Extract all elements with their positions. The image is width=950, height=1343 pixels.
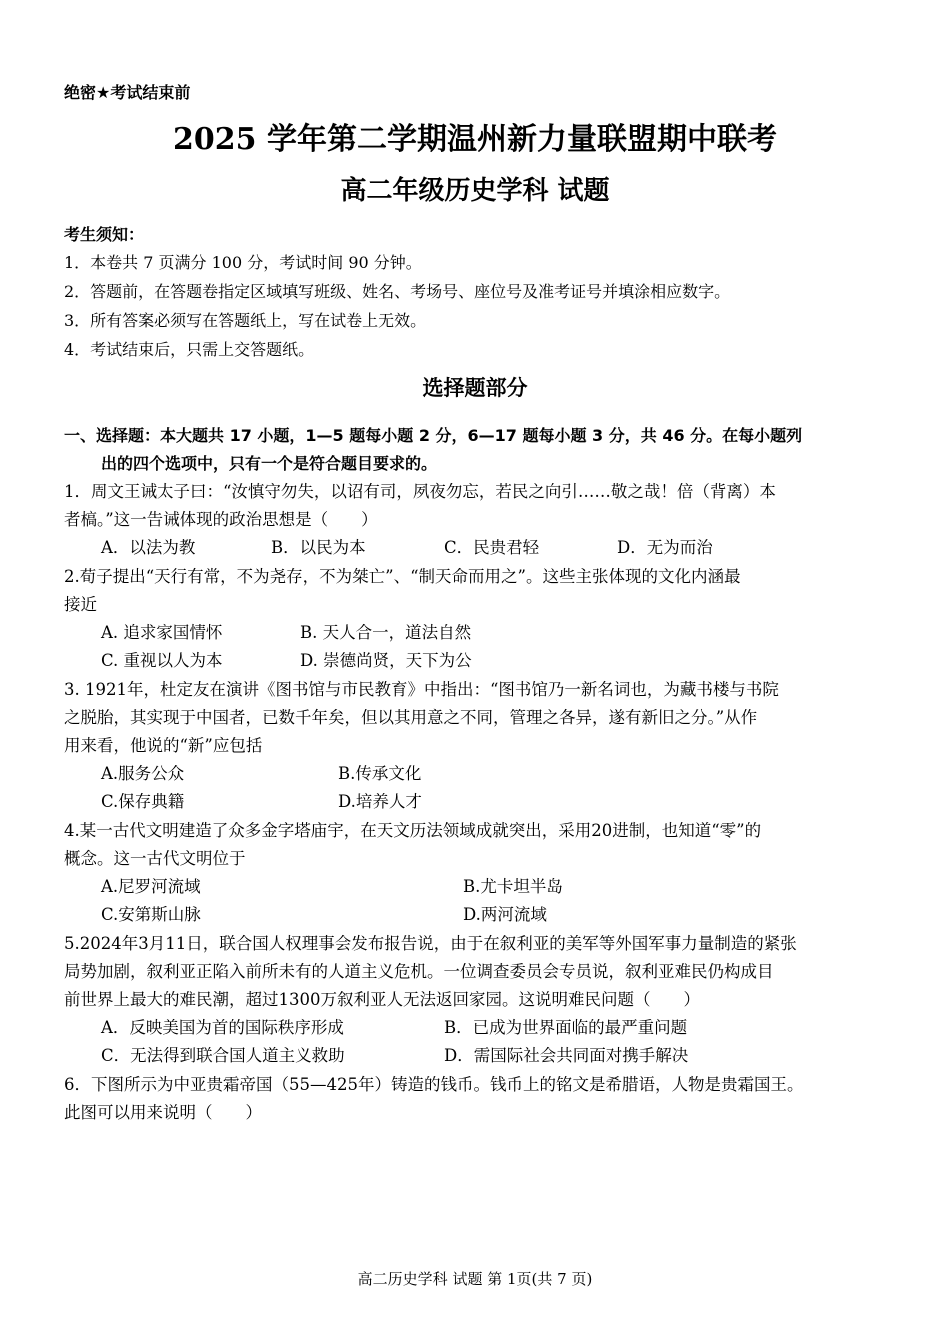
question-2-line: 接近 — [64, 595, 97, 614]
question-5-line: 前世界上最大的难民潮，超过1300万叙利亚人无法返回家园。这说明难民问题（ ） — [64, 990, 700, 1009]
question-2-line: 2.荀子提出“天行有常，不为尧存，不为桀亡”、“制天命而用之”。这些主张体现的文化内涵最 — [64, 567, 741, 586]
part-intro-line: 一、选择题：本大题共 17 小题，1—5 题每小题 2 分，6—17 题每小题 3 分，共 46 分。在每小题列 — [64, 426, 803, 445]
question-3-option-c: C.保存典籍 — [101, 792, 185, 811]
notice-item: 4．考试结束后，只需上交答题纸。 — [64, 340, 315, 359]
question-3-option-a: A.服务公众 — [101, 764, 185, 783]
question-4-line: 概念。这一古代文明位于 — [64, 849, 246, 868]
question-1-line: 1．周文王诫太子曰：“汝慎守勿失，以诏有司，夙夜勿忘，若民之向引……敬之哉！倍（背离）本 — [64, 482, 776, 501]
exam-title: 2025 学年第二学期温州新力量联盟期中联考 — [173, 122, 777, 157]
question-3-option-b: B.传承文化 — [338, 764, 422, 783]
question-3-option-d: D.培养人才 — [338, 792, 422, 811]
section-title: 选择题部分 — [422, 375, 528, 400]
question-5-option-c: C．无法得到联合国人道主义救助 — [101, 1046, 345, 1065]
question-4-option-b: B.尤卡坦半岛 — [463, 877, 563, 896]
question-1-line: 者槁。”这一告诫体现的政治思想是（ ） — [64, 510, 378, 529]
question-2-option-b: B. 天人合一，道法自然 — [300, 623, 472, 642]
question-4-option-a: A.尼罗河流域 — [101, 877, 201, 896]
question-6-line: 6．下图所示为中亚贵霜帝国（55—425年）铸造的钱币。钱币上的铭文是希腊语，人物是贵霜国王。 — [64, 1075, 804, 1094]
page-footer: 高二历史学科 试题 第 1页(共 7 页) — [357, 1270, 593, 1288]
notice-heading: 考生须知： — [64, 225, 145, 244]
question-1-option-d: D．无为而治 — [617, 538, 713, 557]
question-4-line: 4.某一古代文明建造了众多金字塔庙宇，在天文历法领域成就突出，采用20进制，也知道“零”的 — [64, 821, 762, 840]
question-1-option-b: B．以民为本 — [271, 538, 366, 557]
question-4-option-d: D.两河流域 — [463, 905, 547, 924]
part-intro-line: 出的四个选项中，只有一个是符合题目要求的。 — [101, 454, 438, 473]
question-5-option-d: D．需国际社会共同面对携手解决 — [444, 1046, 689, 1065]
question-1-option-c: C．民贵君轻 — [444, 538, 540, 557]
question-6-line: 此图可以用来说明（ ） — [64, 1103, 262, 1122]
notice-item: 2．答题前，在答题卷指定区域填写班级、姓名、考场号、座位号及准考证号并填涂相应数字。 — [64, 282, 731, 301]
question-2-option-a: A. 追求家国情怀 — [101, 623, 223, 642]
question-5-line: 5.2024年3月11日，联合国人权理事会发布报告说，由于在叙利亚的美军等外国军事力量制造的紧张 — [64, 934, 797, 953]
exam-subtitle: 高二年级历史学科 试题 — [340, 176, 610, 206]
question-1-option-a: A．以法为教 — [101, 538, 196, 557]
question-5-option-b: B．已成为世界面临的最严重问题 — [444, 1018, 688, 1037]
notice-item: 3．所有答案必须写在答题纸上，写在试卷上无效。 — [64, 311, 427, 330]
question-2-option-c: C. 重视以人为本 — [101, 651, 223, 670]
question-5-option-a: A．反映美国为首的国际秩序形成 — [101, 1018, 344, 1037]
question-5-line: 局势加剧，叙利亚正陷入前所未有的人道主义危机。一位调查委员会专员说，叙利亚难民仍构成目 — [64, 962, 774, 981]
question-3-line: 3. 1921年，杜定友在演讲《图书馆与市民教育》中指出：“图书馆乃一新名词也，为藏书楼与书院 — [64, 680, 779, 699]
question-3-line: 用来看，他说的“新”应包括 — [64, 736, 263, 755]
question-2-option-d: D. 崇德尚贤，天下为公 — [300, 651, 472, 670]
question-4-option-c: C.安第斯山脉 — [101, 905, 201, 924]
notice-item: 1．本卷共 7 页满分 100 分，考试时间 90 分钟。 — [64, 253, 422, 272]
secret-mark: 绝密★考试结束前 — [64, 83, 191, 102]
question-3-line: 之脱胎，其实现于中国者，已数千年矣，但以其用意之不同，管理之各异，遂有新旧之分。”从作 — [64, 708, 758, 727]
